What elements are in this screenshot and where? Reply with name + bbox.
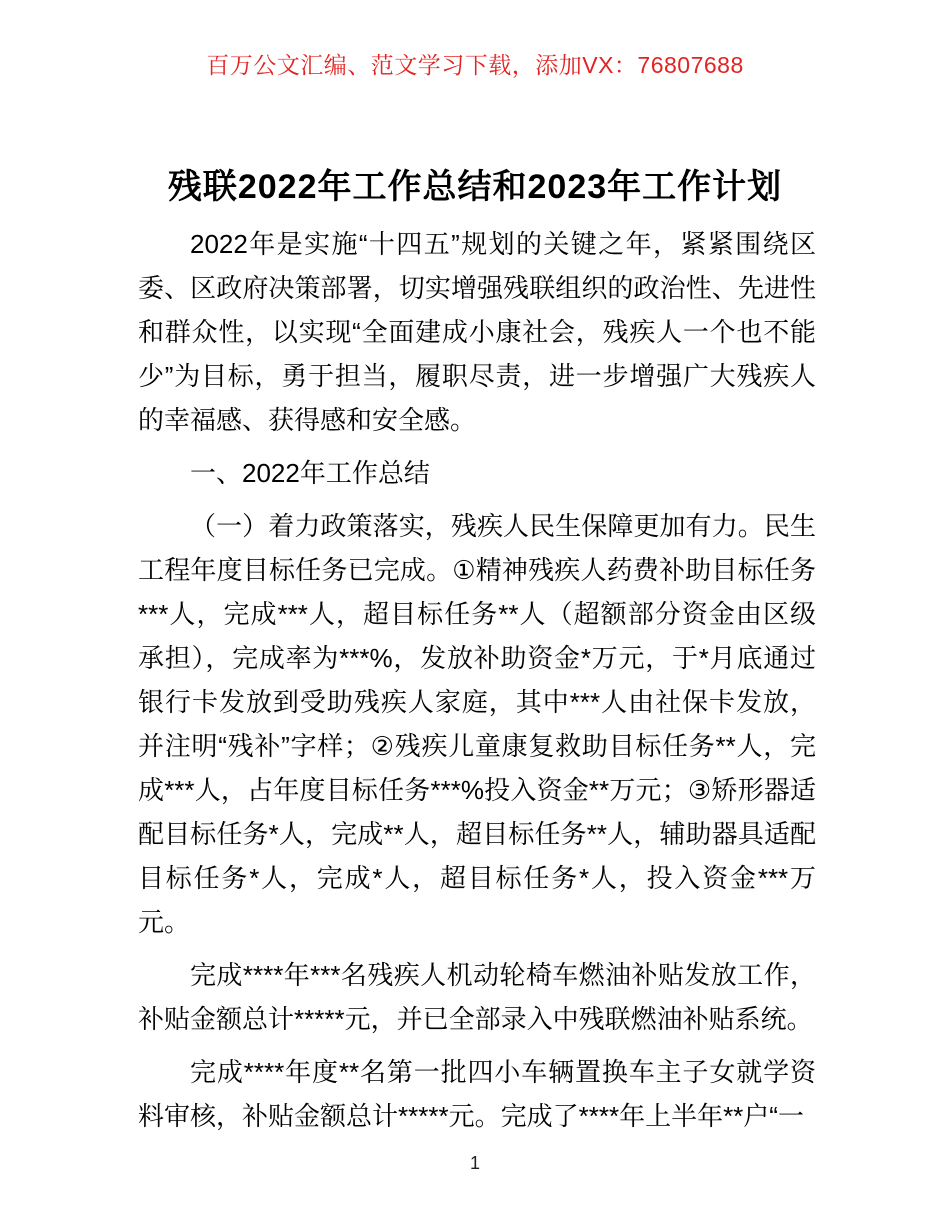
paragraph-policy-implementation: （一）着力政策落实，残疾人民生保障更加有力。民生工程年度目标任务已完成。①精神残疾人药费补助目标任务***人，完成***人，超目标任务**人（超额部分资金由区级承担），完成率为***%，发放补助资金*万元，于*月底通过银行卡发放到受助残疾人家庭，其中***人由社保卡发放，并注明“残补”字样；②残疾儿童康复救助目标任务**人，完成***人，占年度目标任务***%投入资金**万元；③矫形器适配目标任务*人，完成**人，超目标任务**人，辅助器具适配目标任务*人，完成*人，超目标任务*人，投入资金***万元。 [138, 511, 816, 937]
page-number: 1 [469, 1153, 480, 1173]
paragraph-vehicle-replacement: 完成****年度**名第一批四小车辆置换车主子女就学资料审核，补贴金额总计*****元。完成了****年上半年**户“一 [138, 1057, 816, 1131]
header-notice: 百万公文汇编、范文学习下载，添加VX：76807688 [206, 52, 744, 78]
paragraph-fuel-subsidy: 完成****年***名残疾人机动轮椅车燃油补贴发放工作，补贴金额总计*****元，并已全部录入中残联燃油补贴系统。 [138, 960, 816, 1034]
document-body [138, 222, 816, 1147]
section-heading-2022-work-summary: 一、2022年工作总结 [190, 458, 430, 488]
paragraph-intro: 2022年是实施“十四五”规划的关键之年，紧紧围绕区委、区政府决策部署，切实增强残联组织的政治性、先进性和群众性，以实现“全面建成小康社会，残疾人一个也不能少”为目标，勇于担当，履职尽责，进一步增强广大残疾人的幸福感、获得感和安全感。 [138, 229, 816, 435]
document-title: 残联2022年工作总结和2023年工作计划 [167, 168, 783, 206]
